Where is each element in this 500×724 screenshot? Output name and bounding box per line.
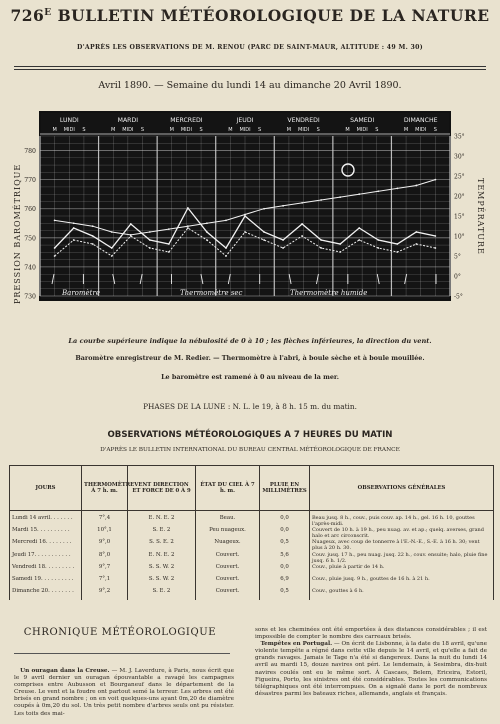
pressure-tick-label: 760 [24, 206, 36, 214]
temperature-tick-label: 25° [454, 173, 465, 181]
temperature-cell: 9°,7 [82, 564, 128, 576]
series-point [111, 231, 113, 233]
temperature-tick-label: 10° [454, 233, 465, 241]
wind-cell: S. E. 2 [128, 527, 196, 539]
series-point [339, 243, 341, 245]
observations-subtitle: D'APRÈS LE BULLETIN INTERNATIONAL DU BUREAU CENTRAL MÉTÉOROLOGIQUE DE FRANCE [100, 447, 400, 453]
observations-title: OBSERVATIONS MÉTÉOROLOGIQUES A 7 HEURES DU MATIN [107, 430, 393, 440]
wind-cell: S. S. W. 2 [128, 576, 196, 588]
table-row [10, 511, 494, 528]
series-point [339, 251, 341, 253]
series-point [263, 208, 265, 210]
observation-cell: Nuageux, avec coup de tonnerre à l'E.-N.-E., S.-E. à 16 h. 30; vent plus à 20 h. 30. [310, 539, 494, 551]
right-intro-text: sons et les cheminées ont été emportées à des distances considérables ; il est impossible de compter le nombre des carreaux brisés. [255, 627, 487, 641]
series-point [111, 247, 113, 249]
table-row [10, 539, 494, 551]
header-thermometer: THERMOMÈTRE À 7 h. m. [82, 466, 128, 511]
series-point [73, 227, 75, 229]
day-cell: Dimanche 20. . . . . . . . [10, 588, 82, 600]
bulletin-subtitle: D'APRÈS LES OBSERVATIONS DE M. RENOU (PARC DE SAINT-MAUR, ALTITUDE : 49 M. 30) [77, 44, 423, 51]
header-wind: VENT DIRECTION ET FORCE DE 0 À 9 [128, 466, 196, 511]
time-label: MIDI [63, 127, 75, 133]
series-point [320, 247, 322, 249]
pressure-tick-label: 730 [24, 293, 36, 301]
wind-cell: E. N. E. 2 [128, 511, 196, 528]
time-label: S [199, 127, 203, 133]
day-label: MARDI [117, 117, 139, 124]
pressure-tick-label: 740 [24, 264, 36, 272]
rain-cell: 5,6 [260, 552, 310, 564]
series-point [396, 251, 398, 253]
pressure-tick-label: 780 [24, 148, 36, 156]
time-label: M [403, 127, 409, 133]
sky-cell: Couvert. [196, 564, 260, 576]
time-label: M [228, 127, 233, 133]
temperature-ticks [454, 134, 465, 301]
time-label: MIDI [356, 127, 368, 133]
series-point [73, 239, 75, 241]
series-point [168, 228, 170, 230]
temperature-cell: 9°,2 [82, 588, 128, 600]
temperature-tick-label: -5° [454, 293, 463, 301]
temperature-tick-label: 30° [454, 153, 465, 161]
temperature-cell: 10°,1 [82, 527, 128, 539]
time-label: M [52, 127, 57, 133]
table-row [10, 527, 494, 539]
rain-cell: 6,9 [260, 576, 310, 588]
issue-number-suffix: E [44, 7, 52, 18]
series-point [320, 239, 322, 241]
series-point [434, 235, 436, 237]
time-label: S [375, 127, 379, 133]
series-point [263, 231, 265, 233]
bulletin-title-text: BULLETIN MÉTÉOROLOGIQUE DE LA NATURE [57, 6, 490, 25]
wind-cell: E. N. E. 2 [128, 552, 196, 564]
series-point [149, 239, 151, 241]
series-point [54, 255, 56, 257]
series-point [187, 227, 189, 229]
day-label: DIMANCHE [403, 117, 438, 124]
series-point [168, 243, 170, 245]
temperature-cell: 7°,4 [82, 511, 128, 528]
day-cell: Mercredi 16. . . . . . . . [10, 539, 82, 551]
day-label: MERCREDI [170, 117, 203, 124]
time-label: M [111, 127, 116, 133]
temperature-tick-label: 0° [454, 273, 461, 281]
series-point [358, 239, 360, 241]
table-row [10, 564, 494, 576]
time-label: MIDI [180, 127, 192, 133]
observation-cell: Couv., pluie jusq. 9 h., gouttes de 16 h. à 21 h. [310, 576, 494, 588]
series-point [415, 185, 417, 187]
rain-cell: 0,5 [260, 588, 310, 600]
series-point [339, 196, 341, 198]
pressure-axis-label: PRESSION BAROMÉTRIQUE [13, 163, 22, 304]
chronique-title: CHRONIQUE MÉTÉOROLOGIQUE [23, 627, 217, 638]
bulletin-title [0, 6, 500, 25]
wind-cell: S. S. E. 2 [128, 539, 196, 551]
rain-cell: 0,0 [260, 564, 310, 576]
series-point [282, 247, 284, 249]
time-label: S [140, 127, 145, 133]
pressure-tick-label: 770 [24, 177, 36, 185]
creuse-article-title: Un ouragan dans la Creuse. [20, 668, 110, 674]
series-point [301, 235, 303, 237]
series-point [358, 227, 360, 229]
series-point [206, 231, 208, 233]
temperature-cell: 8°,0 [82, 552, 128, 564]
series-point [130, 223, 132, 225]
series-point [244, 215, 246, 217]
header-jours: JOURS [10, 466, 82, 511]
series-point [301, 202, 303, 204]
series-point [415, 243, 417, 245]
observation-cell: Couvert de 10 h. à 19 h., peu nuag. av. et ap.; quelq. averses, grand halo et arc circonscrit. [310, 527, 494, 539]
series-point [130, 235, 132, 237]
series-point [111, 255, 113, 257]
pressure-ticks [24, 148, 36, 300]
time-label: S [316, 127, 320, 133]
temperature-tick-label: 35° [454, 133, 465, 141]
table-row [10, 552, 494, 564]
sky-cell: Couvert. [196, 552, 260, 564]
time-label: MIDI [239, 127, 251, 133]
time-label: MIDI [122, 127, 134, 133]
pressure-tick-label: 750 [24, 235, 36, 243]
series-point [244, 231, 246, 233]
weather-chart [0, 98, 500, 334]
series-point [206, 222, 208, 224]
series-point [149, 231, 151, 233]
series-point [377, 247, 379, 249]
series-point [168, 251, 170, 253]
day-label: SAMEDI [350, 117, 375, 124]
day-cell: Mardi 15. . . . . . . . . . [10, 527, 82, 539]
header-rain: PLUIE EN MILLIMÈTRES [260, 466, 310, 511]
day-label: JEUDI [236, 117, 254, 124]
observation-cell: Couv. jusq. 17 h., peu nuag. jusq. 22 h., couv. ensuite; halo, pluie fine jusq. 6 h. 1/2. [310, 552, 494, 564]
series-point [263, 239, 265, 241]
rain-cell: 0,0 [260, 511, 310, 528]
header-sky: ÉTAT DU CIEL À 7 h. m. [196, 466, 260, 511]
series-point [396, 187, 398, 189]
legend-entry: Thermomètre sec [180, 289, 243, 297]
day-cell: Vendredi 18. . . . . . . . . [10, 564, 82, 576]
reduction-note: Le baromètre est ramené à 0 au niveau de la mer. [161, 373, 339, 381]
series-point [282, 239, 284, 241]
time-label: M [286, 127, 292, 133]
observation-cell: Couv., pluie à partir de 14 h. [310, 564, 494, 576]
rain-cell: 0,5 [260, 539, 310, 551]
temperature-tick-label: 5° [454, 253, 461, 261]
series-point [396, 243, 398, 245]
time-label: S [433, 127, 437, 133]
observation-cell: Couv., gouttes à 6 h. [310, 588, 494, 600]
header-observations: OBSERVATIONS GÉNÉRALES [310, 466, 494, 511]
series-point [149, 247, 151, 249]
legend-entry: Baromètre [62, 289, 100, 297]
series-point [415, 231, 417, 233]
series-point [301, 223, 303, 225]
series-point [54, 247, 56, 249]
time-label: MIDI [298, 127, 310, 133]
series-point [54, 219, 56, 221]
series-point [434, 247, 436, 249]
time-label: M [345, 127, 350, 133]
temperature-tick-label: 15° [454, 213, 465, 221]
instrument-note: Baromètre enregistreur de M. Redier. — Thermomètre à l'abri, à boule sèche et à boule mouillée. [75, 354, 425, 362]
temperature-cell: 7°,1 [82, 576, 128, 588]
series-point [358, 193, 360, 195]
day-cell: Samedi 19. . . . . . . . . . [10, 576, 82, 588]
day-label: LUNDI [59, 117, 79, 124]
series-point [92, 235, 94, 237]
series-point [377, 190, 379, 192]
series-point [187, 225, 189, 227]
series-point [187, 207, 189, 209]
wind-cell: S. S. W. 2 [128, 564, 196, 576]
day-label: VENDREDI [287, 117, 320, 124]
chart-caption: La courbe supérieure indique la nébulosité de 0 à 10 ; les flèches inférieures, la direction du vent. [68, 337, 432, 345]
rain-cell: 0,0 [260, 527, 310, 539]
series-point [73, 222, 75, 224]
time-label: S [82, 127, 86, 133]
series-point [225, 247, 227, 249]
week-line: Avril 1890. — Semaine du lundi 14 au dimanche 20 Avril 1890. [98, 80, 402, 91]
chronique-left-column [14, 668, 234, 718]
series-point [282, 205, 284, 207]
chronique-rule [14, 653, 230, 654]
time-label: M [169, 127, 174, 133]
table-row [10, 576, 494, 588]
temperature-tick-label: 20° [454, 193, 465, 201]
temperature-cell: 9°,0 [82, 539, 128, 551]
time-label: S [258, 127, 262, 133]
moon-phases: PHASES DE LA LUNE : N. L. le 19, à 8 h. 15 m. du matin. [143, 402, 357, 411]
issue-number: 726 [10, 6, 45, 25]
header-rule [14, 66, 486, 70]
chronique-right-column [255, 627, 487, 698]
wind-cell: S. E. 2 [128, 588, 196, 600]
series-point [434, 179, 436, 181]
series-point [206, 239, 208, 241]
observations-table [9, 465, 494, 600]
sky-cell: Peu nuageux. [196, 527, 260, 539]
table-row [10, 588, 494, 600]
portugal-article-title: Tempêtes en Portugal. [260, 641, 333, 648]
sky-cell: Nuageux. [196, 539, 260, 551]
temperature-axis-label: TEMPÉRATURE [476, 178, 485, 255]
creuse-article-text: — M. J. Laverdure, à Paris, nous écrit que le 9 avril dernier un ouragan épouvantable a ravagé les campagnes comprises entre Aubusson et Bourganeuf dans le département de la Creuse. Le vent et la foudre ont partout semé la terreur. Les arbres ont été brisés en grand nombre ; on en voit quelques-uns ayant 0m,20 de diamètre coupés à 0m,20 du sol. Un très petit nombre d'arbres seuls ont pu résister. Les toits des mai- [14, 668, 234, 717]
sky-cell: Couvert. [196, 588, 260, 600]
time-label: MIDI [415, 127, 427, 133]
series-point [225, 219, 227, 221]
series-point [377, 239, 379, 241]
sky-cell: Beau. [196, 511, 260, 528]
legend-entry: Thermomètre humide [290, 289, 368, 297]
day-cell: Lundi 14 avril. . . . . . . [10, 511, 82, 528]
series-point [320, 199, 322, 201]
series-point [225, 255, 227, 257]
series-point [92, 243, 94, 245]
day-cell: Jeudi 17. . . . . . . . . . . [10, 552, 82, 564]
portugal-article-text: — On écrit de Lisbonne, à la date du 18 avril, qu'une violente tempête a régné dans cette ville depuis le 14 avril, et qu'elle a fait de grands ravages. Jamais le Tage n'a été si dangereux. Dans la nuit du lundi 14 avril au mardi 15, douze navires ont péri. Le lendemain, à Sesimbra, dix-huit navires coulés ont eu le même sort. À Cascaes, Belem, Ericeira, Estoril, Figueira, Porto, les sinistres ont été considérables. Toutes les communications télégraphiques ont été interrompues. On a signalé dans le port de nombreux désastres parmi les bateaux riches, allemands, anglais et français. [255, 641, 487, 697]
series-point [92, 225, 94, 227]
observation-cell: Beau jusq. 8 h., couv., puis couv. ap. 14 h., gel. 16 h. 10, gouttes l'après-midi. [310, 511, 494, 528]
sky-cell: Couvert. [196, 576, 260, 588]
